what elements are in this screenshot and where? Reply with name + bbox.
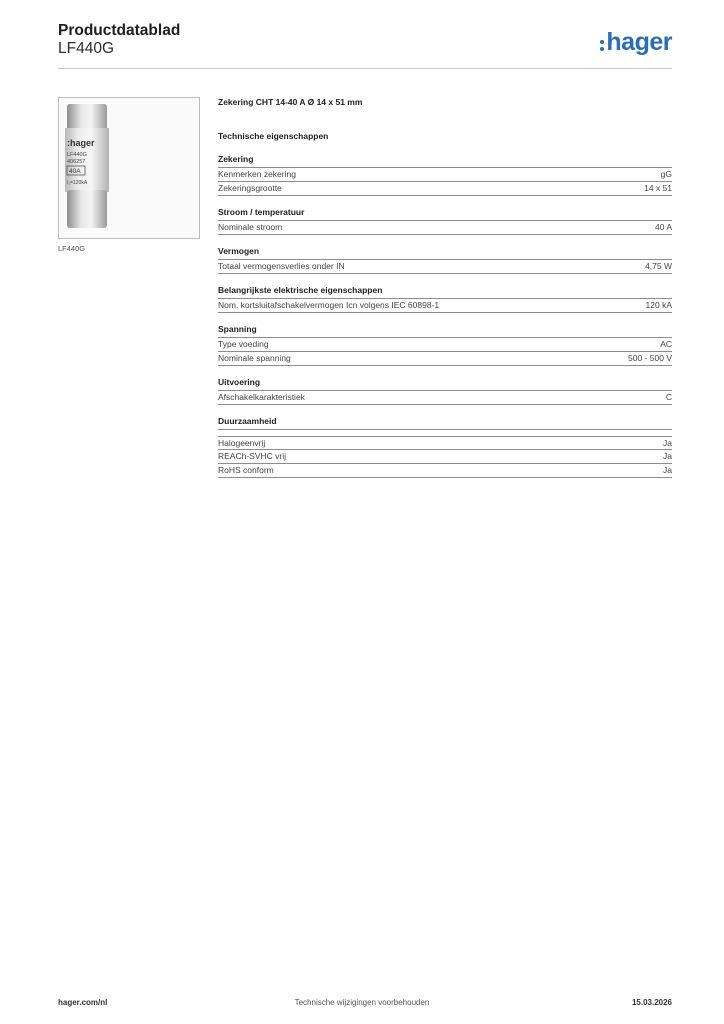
spec-row: RoHS conform Ja (218, 464, 672, 478)
fuse-bottom-cap (67, 190, 107, 228)
section-title: Duurzaamheid (218, 416, 672, 430)
footer-website-link[interactable]: hager.com/nl (58, 998, 108, 1007)
tech-properties-title: Technische eigenschappen (218, 131, 329, 141)
footer-date: 15.03.2026 (631, 998, 672, 1007)
section-duurzaamheid (218, 416, 672, 478)
hager-logo[interactable] (600, 28, 672, 56)
section-title: Zekering (218, 154, 672, 168)
spec-row: Afschakelkarakteristiek C (218, 391, 672, 405)
product-name: Zekering CHT 14-40 A Ø 14 x 51 mm (218, 97, 363, 107)
spec-row: Nom. kortsluitafschakelvermogen Icn volgens IEC 60898-1 120 kA (218, 299, 672, 313)
spec-row: Zekeringsgrootte 14 x 51 (218, 182, 672, 196)
logo-colon-icon (600, 40, 604, 51)
spec-row: Totaal vermogensverlies onder IN 4,75 W (218, 260, 672, 274)
spec-row: Halogeenvrij Ja (218, 438, 672, 448)
image-caption: LF440G (58, 244, 86, 253)
product-image (58, 97, 200, 239)
header-divider (58, 68, 672, 69)
fuse-label-breaking: I₁=120kA (67, 180, 88, 186)
section-uitvoering (218, 377, 672, 405)
spec-row: Nominale stroom 40 A (218, 221, 672, 235)
footer-disclaimer: Technische wijzigingen voorbehouden (294, 998, 430, 1007)
fuse-top-cap (67, 104, 107, 130)
spec-content (218, 96, 672, 478)
section-title: Belangrijkste elektrische eigenschappen (218, 285, 672, 299)
fuse-label-code: 406257 (67, 159, 86, 165)
section-stroom (218, 207, 672, 235)
fuse-label-rating: 40A (69, 168, 81, 175)
section-spanning (218, 324, 672, 366)
section-title: Vermogen (218, 246, 672, 260)
section-zekering (218, 154, 672, 196)
spec-row: Kenmerken zekering gG (218, 168, 672, 182)
section-title: Stroom / temperatuur (218, 207, 672, 221)
logo-text: hager (606, 27, 672, 56)
section-title: Spanning (218, 324, 672, 338)
spec-row: Type voeding AC (218, 338, 672, 352)
spec-row: Nominale spanning 500 - 500 V (218, 352, 672, 366)
fuse-label-ref: LF440G (67, 152, 87, 158)
spec-row: REACh-SVHC vrij Ja (218, 450, 672, 464)
product-reference: LF440G (58, 40, 115, 57)
section-elektrisch (218, 285, 672, 313)
section-vermogen (218, 246, 672, 274)
section-title: Uitvoering (218, 377, 672, 391)
fuse-label-brand: :hager (67, 138, 95, 148)
page-title: Productdatablad (58, 22, 181, 39)
